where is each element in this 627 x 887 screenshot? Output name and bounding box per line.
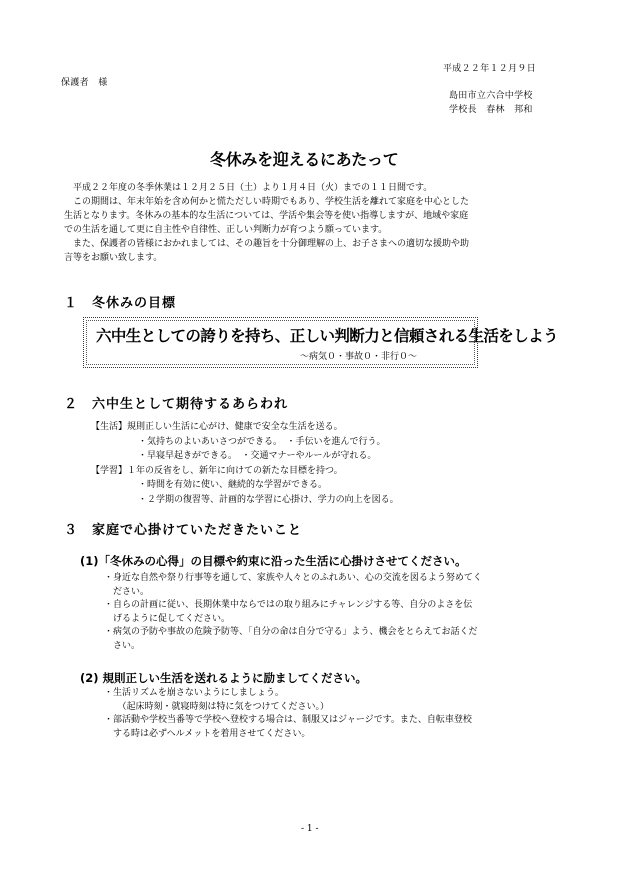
list-item: ・病気の予防や事故の危険予防等、「自分の命は自分で守る」よう、機会をとらえてお話くだ [104, 627, 478, 637]
list-item: （起床時刻・就寝時刻は特に気をつけてください。） [104, 701, 330, 712]
intro-paragraph [64, 181, 469, 265]
list-item: ・２学期の復習等、計画的な学習に心掛け、学力の向上を図る。 [138, 494, 399, 505]
section-title: 冬休みの目標 [92, 296, 177, 311]
section-number: ３ [64, 523, 79, 538]
list-item: さい。 [104, 640, 141, 651]
expectations-list [91, 420, 399, 507]
intro-line: この期間は、年末年始を含め何かと慌ただしい時期でもあり、学校生活を離れて家庭を中心とした [73, 197, 470, 207]
list-item: ・時間を有効に使い、継続的な学習ができる。 [138, 480, 328, 490]
document-date: 平成２２年１２月９日 [443, 64, 537, 74]
intro-line: での生活を通して更に自主性や自律性、正しい判断力が育つよう願っています。 [64, 225, 388, 235]
list-item: ・身近な自然や祭り行事等を通して、家族や人々とのふれあい、心の交流を図るよう努めてく [104, 573, 482, 583]
school-name: 島田市立六合中学校 [449, 91, 533, 101]
list-item: ・自らの計画に従い、長期休業中ならではの取り組みにチャレンジする等、自分のよさを伝 [104, 600, 473, 610]
subsection-1-list [104, 572, 482, 653]
intro-line: また、保護者の皆様におかれましては、その趣旨を十分御理解の上、お子さまへの適切な援助や助 [73, 239, 470, 249]
section-title: 家庭で心掛けていただきたいこと [92, 523, 303, 538]
page-number: - 1 - [301, 824, 319, 834]
subsection-2-heading: (2) 規則正しい生活を送れるように励ましてください。 [80, 671, 368, 685]
section-title: 六中生として期待するあらわれ [92, 397, 289, 412]
intro-line: 生活となります。冬休みの基本的な生活については、学活や集会等を使い指導しますが、地域や家庭 [64, 211, 469, 221]
document-title: 冬休みを迎えるにあたって [210, 150, 399, 169]
list-item: ださい。 [104, 586, 150, 597]
list-item: ・気持ちのよいあいさつができる。 ・手伝いを進んで行う。 [138, 436, 386, 447]
goal-text: 六中生としての誇りを持ち、正しい判断力と信頼される生活をしよう [96, 327, 558, 345]
list-item: 【生活】規則正しい生活に心がけ、健康で安全な生活を送る。 [91, 422, 343, 432]
list-item: する時は必ずヘルメットを着用させてください。 [104, 728, 311, 739]
list-item: ・生活リズムを崩さないようにしましょう。 [104, 688, 284, 698]
list-item: 【学習】１年の反省をし、新年に向けての新たな目標を持つ。 [91, 465, 343, 476]
subsection-2-list [104, 687, 472, 741]
section-number: １ [64, 296, 79, 311]
section-3-heading [64, 519, 302, 538]
section-number: ２ [64, 397, 79, 412]
subsection-1-heading: (1)「冬休みの心得」の目標や約束に沿った生活に心掛けさせてください。 [80, 554, 467, 568]
section-1-heading [64, 292, 176, 311]
goal-subtext: ～病気０・事故０・非行０～ [300, 352, 418, 362]
principal-name: 学校長 春林 邦和 [449, 105, 533, 115]
intro-line: 言等をお願い致します。 [64, 253, 163, 263]
recipient: 保護者 様 [61, 78, 108, 88]
section-2-heading [64, 393, 288, 412]
intro-line: 平成２２年度の冬季休業は１２月２５日（土）より１月４日（火）までの１１日間です。 [73, 183, 433, 193]
list-item: ・部活動や学校当番等で学校へ登校する場合は、制服又はジャージです。また、自転車登校 [104, 715, 472, 725]
list-item: げるように促してください。 [104, 613, 231, 624]
list-item: ・早寝早起きができる。 ・交通マナーやルールが守れる。 [138, 451, 377, 461]
